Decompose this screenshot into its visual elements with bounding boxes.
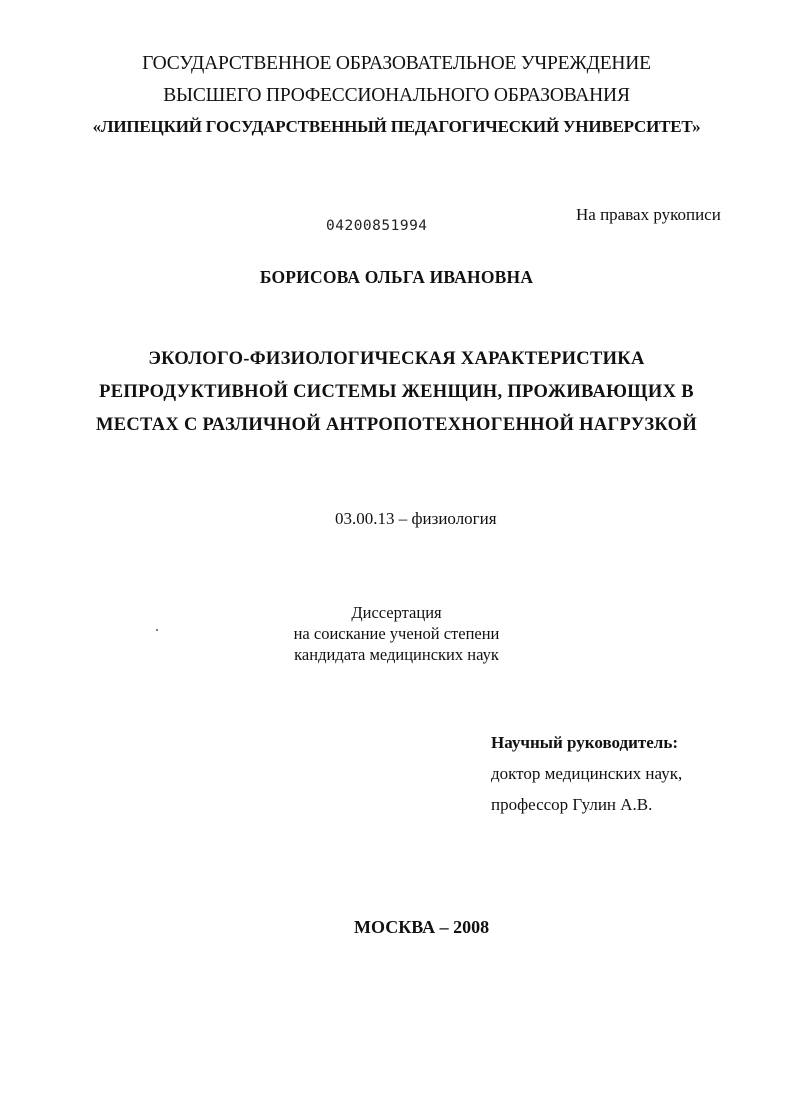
institution-line-1: ГОСУДАРСТВЕННОЕ ОБРАЗОВАТЕЛЬНОЕ УЧРЕЖДЕНИЕ	[142, 53, 651, 74]
degree-line-3: кандидата медицинских наук	[294, 645, 499, 664]
institution-line-2: ВЫСШЕГО ПРОФЕССИОНАЛЬНОГО ОБРАЗОВАНИЯ	[163, 85, 630, 106]
degree-line-1: Диссертация	[351, 603, 442, 622]
supervisor-name: профессор Гулин А.В.	[491, 795, 653, 814]
thesis-title-line-1: ЭКОЛОГО-ФИЗИОЛОГИЧЕСКАЯ ХАРАКТЕРИСТИКА	[148, 349, 645, 369]
supervisor-heading: Научный руководитель:	[491, 733, 678, 752]
supervisor-degree: доктор медицинских наук,	[491, 764, 683, 783]
institution-line-3: «ЛИПЕЦКИЙ ГОСУДАРСТВЕННЫЙ ПЕДАГОГИЧЕСКИЙ УНИВЕРСИТЕТ»	[92, 117, 701, 136]
degree-line-2: на соискание ученой степени	[293, 624, 500, 643]
specialty-code: 03.00.13 – физиология	[335, 509, 497, 528]
author-name: БОРИСОВА ОЛЬГА ИВАНОВНА	[259, 267, 534, 287]
place-and-year: МОСКВА – 2008	[354, 917, 490, 937]
rights-note: На правах рукописи	[576, 205, 721, 224]
thesis-title-line-3: МЕСТАХ С РАЗЛИЧНОЙ АНТРОПОТЕХНОГЕННОЙ НАГРУЗКОЙ	[95, 415, 698, 435]
scan-speck	[156, 629, 158, 631]
library-code: 04200851994	[326, 218, 428, 234]
thesis-title-line-2: РЕПРОДУКТИВНОЙ СИСТЕМЫ ЖЕНЩИН, ПРОЖИВАЮЩИХ В	[99, 382, 694, 402]
